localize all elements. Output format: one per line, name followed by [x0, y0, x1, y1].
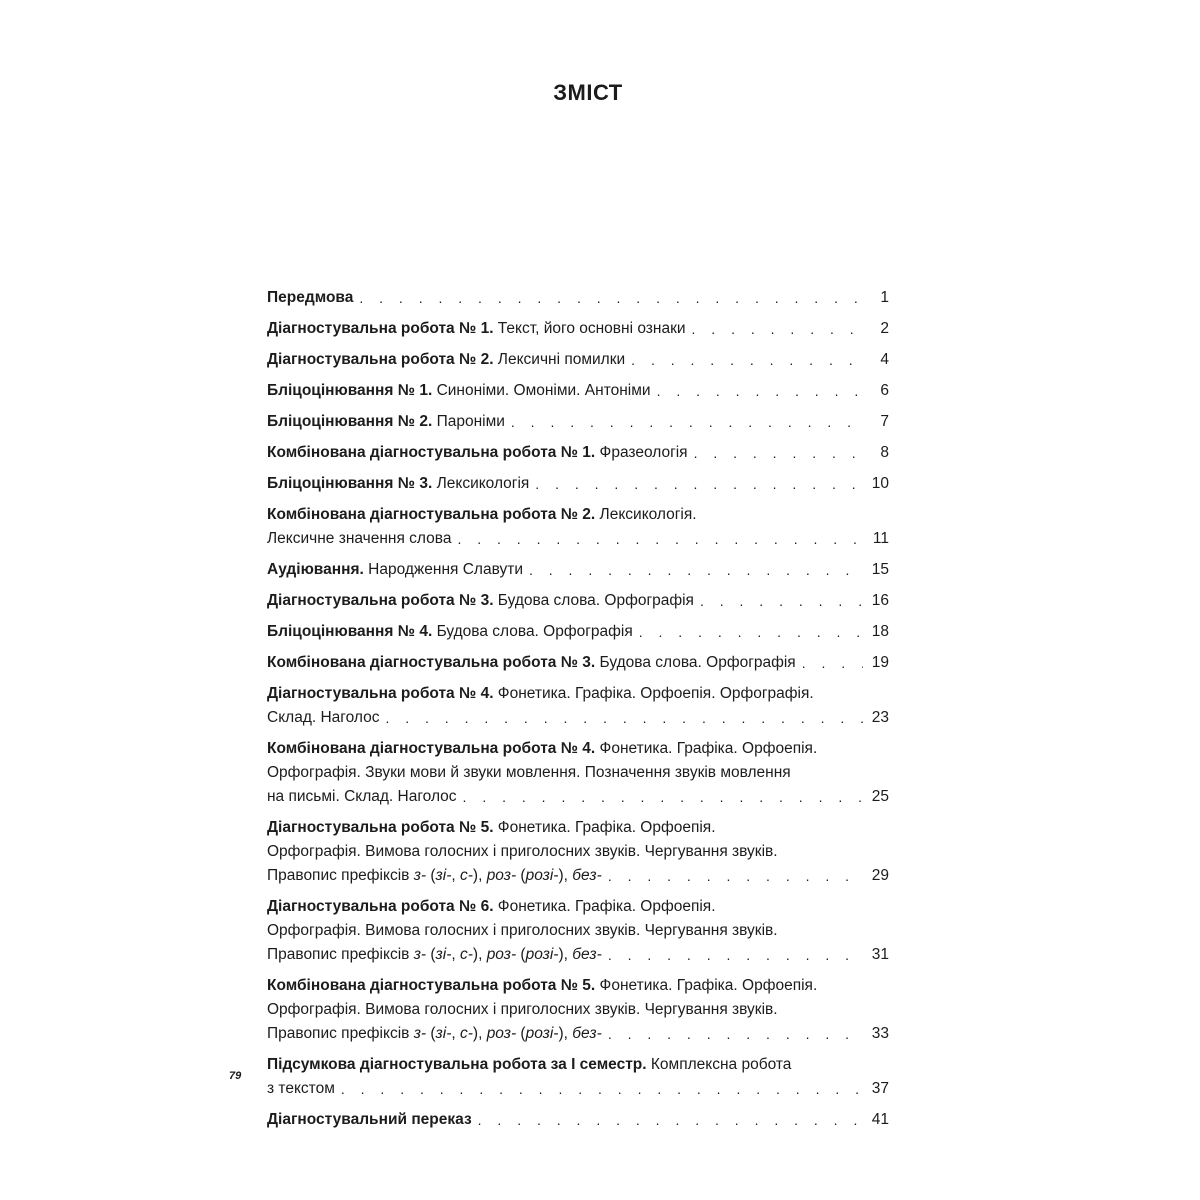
dot-leader	[657, 379, 863, 403]
toc-entry-page: 1	[880, 289, 889, 306]
toc-entry[interactable]	[267, 1053, 889, 1101]
dot-leader	[478, 1108, 863, 1132]
toc-entry-heading: Бліцоцінювання № 3.	[267, 475, 433, 492]
toc-entry-heading: Діагностувальна робота № 6.	[267, 898, 494, 915]
toc-entry-topic-cont: на письмі. Склад. Наголос	[267, 788, 457, 805]
toc-entry-topic-cont: Орфографія. Вимова голосних і приголосних звуків. Чергування звуків.	[267, 1001, 778, 1018]
toc-entry-page: 4	[880, 351, 889, 368]
toc-entry[interactable]	[267, 816, 889, 888]
toc-entry[interactable]	[267, 441, 889, 465]
toc-entry-page: 16	[871, 592, 889, 609]
toc-entry-heading: Діагностувальний переказ	[267, 1111, 472, 1128]
toc-entry-topic: Народження Славути	[363, 561, 523, 578]
toc-entry-heading: Діагностувальна робота № 5.	[267, 819, 494, 836]
toc-entry[interactable]	[267, 379, 889, 403]
toc-entry-page: 7	[880, 413, 889, 430]
toc-entry-heading: Діагностувальна робота № 3.	[267, 592, 494, 609]
toc-entry-heading: Підсумкова діагностувальна робота за І семестр.	[267, 1056, 647, 1073]
toc-entry-page: 37	[871, 1080, 889, 1097]
dot-leader	[341, 1077, 863, 1101]
toc-entry[interactable]	[267, 472, 889, 496]
toc-entry-topic-cont: Правопис префіксів з- (зі-, с-), роз- (розі-), без-	[267, 867, 602, 884]
dot-leader	[692, 317, 863, 341]
toc-entry[interactable]	[267, 410, 889, 434]
toc-entry-topic-cont: з текстом	[267, 1080, 335, 1097]
toc-entry-heading: Діагностувальна робота № 2.	[267, 351, 494, 368]
toc-entry-page: 6	[880, 382, 889, 399]
toc-entry-page: 2	[880, 320, 889, 337]
toc-entry-topic-cont: Правопис префіксів з- (зі-, с-), роз- (розі-), без-	[267, 946, 602, 963]
toc-entry-heading: Комбінована діагностувальна робота № 2.	[267, 506, 596, 523]
toc-entry-topic: Будова слова. Орфографія	[432, 623, 633, 640]
toc-entry-page: 15	[871, 561, 889, 578]
toc-entry-heading: Передмова	[267, 289, 354, 306]
toc-entry-page: 41	[871, 1111, 889, 1128]
toc-entry-heading: Комбінована діагностувальна робота № 3.	[267, 654, 596, 671]
dot-leader	[631, 348, 863, 372]
toc-entry-topic: Фразеологія	[595, 444, 688, 461]
toc-entry-topic: Пароніми	[432, 413, 505, 430]
page-title: ЗМІСТ	[553, 80, 623, 105]
dot-leader	[535, 472, 863, 496]
toc-entry-topic: Текст, його основні ознаки	[493, 320, 686, 337]
toc-entry-page: 11	[872, 530, 889, 547]
dot-leader	[457, 527, 863, 551]
toc-entry[interactable]	[267, 651, 889, 675]
toc-entry-heading: Комбінована діагностувальна робота № 5.	[267, 977, 596, 994]
toc-entry-topic-cont: Орфографія. Вимова голосних і приголосних звуків. Чергування звуків.	[267, 843, 778, 860]
toc-entry-heading: Діагностувальна робота № 1.	[267, 320, 494, 337]
toc-entry-topic: Фонетика. Графіка. Орфоепія.	[595, 740, 818, 757]
toc-entry[interactable]	[267, 682, 889, 730]
toc-entry-topic-cont: Орфографія. Звуки мови й звуки мовлення. Позначення звуків мовлення	[267, 764, 791, 781]
toc-entry-page: 10	[871, 475, 889, 492]
toc-entry-heading: Комбінована діагностувальна робота № 4.	[267, 740, 596, 757]
toc-entry[interactable]	[267, 620, 889, 644]
toc-entry-topic: Фонетика. Графіка. Орфоепія.	[493, 819, 716, 836]
toc-entry-page: 25	[871, 788, 889, 805]
toc-entry-heading: Аудіювання.	[267, 561, 364, 578]
toc-entry-topic: Комплексна робота	[646, 1056, 792, 1073]
dot-leader	[511, 410, 863, 434]
toc-entry[interactable]	[267, 589, 889, 613]
dot-leader	[639, 620, 863, 644]
toc-entry-page: 31	[871, 946, 889, 963]
toc-entry-topic: Лексикологія	[432, 475, 530, 492]
toc-entry-topic-cont: Правопис префіксів з- (зі-, с-), роз- (розі-), без-	[267, 1025, 602, 1042]
toc-entry[interactable]	[267, 503, 889, 551]
dot-leader	[608, 864, 863, 888]
dot-leader	[608, 1022, 863, 1046]
dot-leader	[802, 651, 863, 675]
toc-entry-topic: Лексикологія.	[595, 506, 697, 523]
dot-leader	[608, 943, 863, 967]
toc-entry-heading: Бліцоцінювання № 2.	[267, 413, 433, 430]
toc-entry-topic-cont: Орфографія. Вимова голосних і приголосних звуків. Чергування звуків.	[267, 922, 778, 939]
toc-entry-heading: Бліцоцінювання № 4.	[267, 623, 433, 640]
toc-entry-heading: Бліцоцінювання № 1.	[267, 382, 433, 399]
dot-leader	[463, 785, 863, 809]
dot-leader	[700, 589, 863, 613]
toc-entry[interactable]	[267, 317, 889, 341]
toc-entry-page: 33	[871, 1025, 889, 1042]
toc-entry-topic: Фонетика. Графіка. Орфоепія.	[595, 977, 818, 994]
toc-entry-page: 23	[871, 709, 889, 726]
page-number: 79	[229, 1070, 242, 1082]
toc-entry-topic: Фонетика. Графіка. Орфоепія. Орфографія.	[493, 685, 814, 702]
table-of-contents	[267, 286, 889, 1139]
toc-entry-topic: Фонетика. Графіка. Орфоепія.	[493, 898, 716, 915]
toc-entry[interactable]	[267, 348, 889, 372]
dot-leader	[694, 441, 863, 465]
toc-entry-page: 8	[880, 444, 889, 461]
toc-entry[interactable]	[267, 895, 889, 967]
dot-leader	[359, 286, 863, 310]
toc-entry[interactable]	[267, 558, 889, 582]
toc-entry[interactable]	[267, 974, 889, 1046]
toc-entry-heading: Діагностувальна робота № 4.	[267, 685, 494, 702]
toc-entry-topic-cont: Склад. Наголос	[267, 709, 380, 726]
toc-entry-topic: Синоніми. Омоніми. Антоніми	[432, 382, 651, 399]
toc-entry-topic: Будова слова. Орфографія	[493, 592, 694, 609]
toc-entry-page: 19	[871, 654, 889, 671]
toc-entry[interactable]	[267, 286, 889, 310]
toc-entry-topic-cont: Лексичне значення слова	[267, 530, 452, 547]
toc-entry[interactable]	[267, 1108, 889, 1132]
toc-entry-topic: Лексичні помилки	[493, 351, 626, 368]
dot-leader	[385, 706, 863, 730]
toc-entry-page: 29	[871, 867, 889, 884]
toc-entry-topic: Будова слова. Орфографія	[595, 654, 796, 671]
dot-leader	[529, 558, 863, 582]
toc-entry-page: 18	[871, 623, 889, 640]
toc-entry[interactable]	[267, 737, 889, 809]
toc-entry-heading: Комбінована діагностувальна робота № 1.	[267, 444, 596, 461]
